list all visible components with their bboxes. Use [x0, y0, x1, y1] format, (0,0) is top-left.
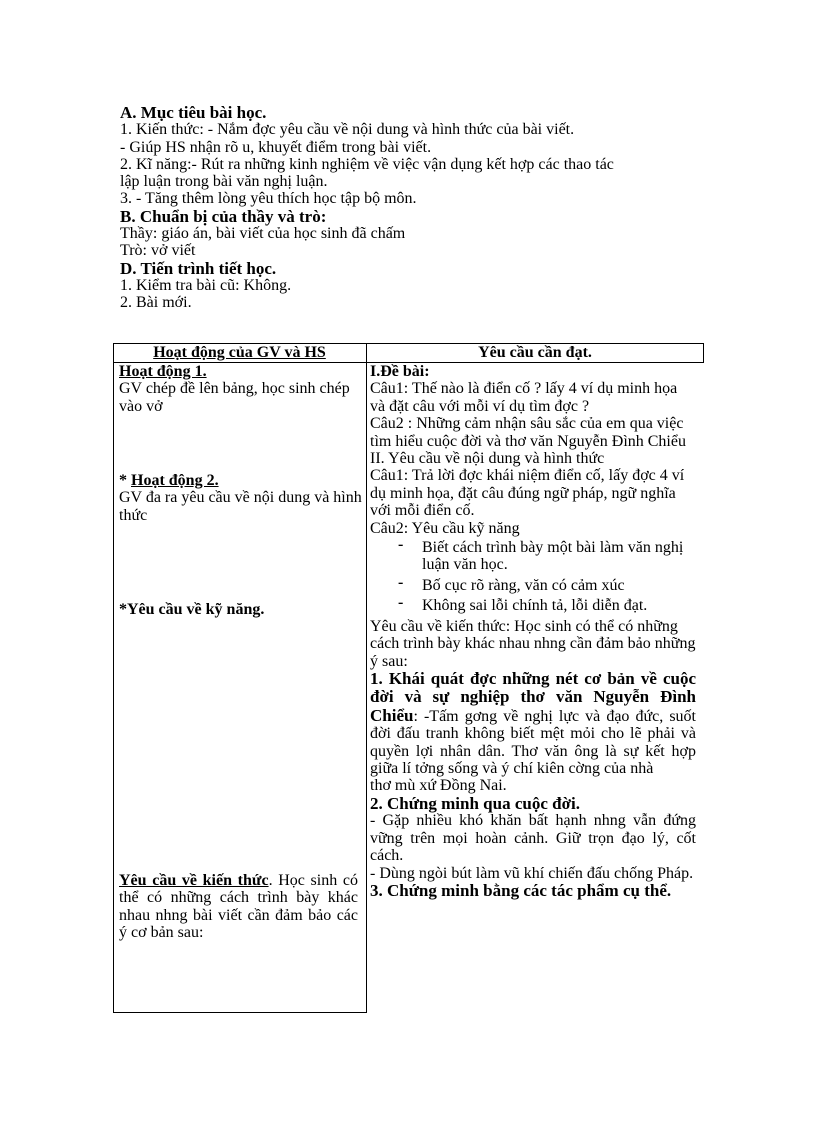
- knowledge-title: Yêu cầu về kiến thức: [119, 872, 269, 889]
- question-2: Câu2 : Những cảm nhận sâu sắc của em qua việc tìm hiểu cuộc đời và thơ văn Nguyễn Đình Chiểu: [370, 415, 686, 450]
- heading-preparation: B. Chuẩn bị của thầy và trò:: [120, 206, 327, 226]
- table-bottom-border: [113, 1012, 366, 1013]
- left-knowledge: [119, 872, 358, 942]
- answer-2: Câu2: Yêu cầu kỹ năng: [370, 519, 520, 537]
- bullet-text: Bố cục rõ ràng, văn có cảm xúc: [422, 576, 625, 594]
- lesson-intro: [120, 104, 700, 312]
- column-header-requirements: Yêu cầu cần đạt.: [478, 344, 592, 361]
- point-2-b: - Dùng ngòi bút làm vũ khí chiến đấu chống Pháp.: [370, 864, 694, 882]
- intro-line: 1. Kiến thức: - Nắm đợc yêu cầu về nội dung và hình thức của bài viết.: [120, 121, 575, 139]
- section-topic-title: I.Đề bài:: [370, 363, 430, 380]
- left-activity-2: [119, 472, 363, 524]
- right-content: [370, 363, 696, 900]
- left-activity-1: [119, 363, 359, 415]
- point-1: [370, 670, 696, 777]
- answer-1: Câu1: Trả lời đợc khái niệm điển cố, lấy đợc 4 ví dụ minh họa, đặt câu đúng ngữ pháp, ngữ nghĩa với mỗi điển cố.: [370, 467, 685, 520]
- knowledge-requirement: Yêu cầu về kiến thức: Học sinh có thể có những cách trình bày khác nhau nhng cần đảm bảo những ý sau:: [370, 617, 696, 670]
- bullet-dash: -: [398, 594, 404, 612]
- column-header-activities: Hoạt động của GV và HS: [153, 344, 326, 361]
- point-1-end: thơ mù xứ Đồng Nai.: [370, 777, 507, 795]
- activity-2-text: GV đa ra yêu cầu về nội dung và hình thức: [119, 489, 362, 524]
- left-skills-title: *Yêu cầu về kỹ năng.: [119, 601, 265, 618]
- intro-line: lập luận trong bài văn nghị luận.: [120, 173, 328, 191]
- bullet-dash: -: [398, 536, 404, 554]
- bullet-text: Không sai lỗi chính tả, lỗi diễn đạt.: [422, 597, 648, 615]
- intro-line: Thầy: giáo án, bài viết của học sinh đã chấm: [120, 225, 406, 243]
- point-1-title: 1. Khái quát đợc những nét cơ bản về cuộc đời và sự nghiệp thơ văn Nguyễn Đình Chiểu: [370, 668, 696, 725]
- lesson-table: [113, 343, 704, 1013]
- intro-line: 3. - Tăng thêm lòng yêu thích học tập bộ môn.: [120, 190, 417, 208]
- point-3-title: 3. Chứng minh bằng các tác phẩm cụ thể.: [370, 880, 672, 900]
- bullet-item: [370, 536, 696, 574]
- intro-line: 2. Kĩ năng:- Rút ra những kinh nghiệm về việc vận dụng kết hợp các thao tác: [120, 155, 614, 173]
- point-1-text: : -Tấm gơng về nghị lực và đạo đức, suốt đời đấu tranh không biết mệt mỏi cho lẽ phải và quyền lợi nhân dân. Thơ văn ông là sự kết hợp giữa lí tởng sống và ý chí kiên cờng của nhà: [370, 707, 696, 777]
- bullet-dash: -: [398, 573, 404, 591]
- intro-line: Trò: vở viết: [120, 242, 196, 260]
- heading-procedure: D. Tiến trình tiết học.: [120, 258, 277, 278]
- point-2-a: - Gặp nhiều khó khăn bất hạnh nhng vẫn đứng vững trên mọi hoàn cảnh. Giữ trọn đạo lý, cốt cách.: [370, 812, 696, 865]
- intro-line: 1. Kiểm tra bài cũ: Không.: [120, 276, 292, 294]
- question-1: Câu1: Thế nào là điển cố ? lấy 4 ví dụ minh họa và đặt câu với mỗi ví dụ tìm đợc ?: [370, 380, 678, 415]
- table-column-divider: [366, 343, 367, 1013]
- heading-objectives: A. Mục tiêu bài học.: [120, 103, 267, 122]
- activity-2-star: *: [119, 472, 131, 489]
- section-requirements-title: II. Yêu cầu về nội dung và hình thức: [370, 450, 605, 468]
- activity-2-title: Hoạt động 2.: [131, 472, 219, 489]
- activity-1-text: GV chép đề lên bảng, học sinh chép vào vở: [119, 380, 350, 415]
- table-right-border: [703, 343, 704, 362]
- point-2-title: 2. Chứng minh qua cuộc đời.: [370, 793, 580, 813]
- bullet-item: [370, 573, 696, 594]
- bullet-text: Biết cách trình bày một bài làm văn nghị luận văn học.: [422, 539, 684, 574]
- knowledge-text: . Học sinh có thể có những cách trình bày khác nhau nhng bài viết cần đảm bảo các ý cơ bản sau:: [119, 872, 358, 942]
- intro-line: - Giúp HS nhận rõ u, khuyết điểm trong bài viết.: [120, 138, 432, 156]
- intro-line: 2. Bài mới.: [120, 294, 192, 312]
- bullet-item: [370, 594, 696, 615]
- table-left-border: [113, 343, 114, 1013]
- activity-1-title: Hoạt động 1.: [119, 363, 207, 380]
